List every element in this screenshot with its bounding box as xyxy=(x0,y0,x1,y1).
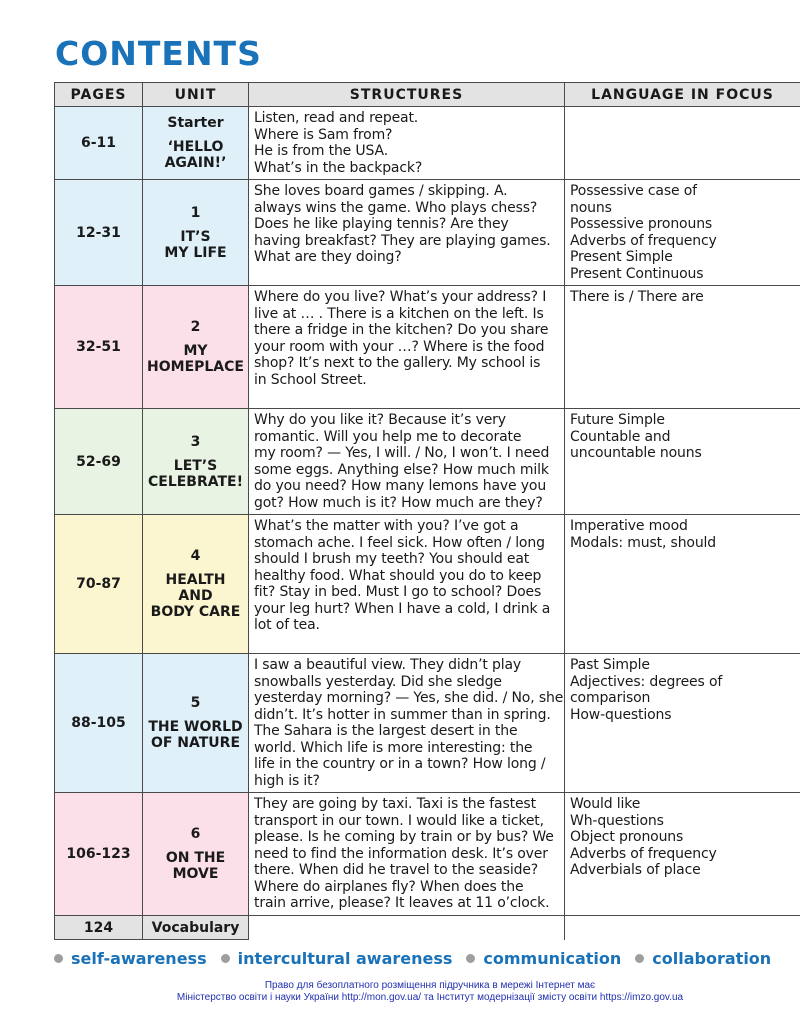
structure-line: my room? — Yes, I will. / No, I won’t. I need xyxy=(254,445,550,461)
row-structures xyxy=(249,654,565,793)
table-row xyxy=(55,409,800,515)
unit-name-line: CELEBRATE! xyxy=(147,473,244,490)
structure-line: having breakfast? They are playing games. xyxy=(254,232,551,249)
bullet-dot-icon xyxy=(466,954,475,963)
structure-line: there a fridge in the kitchen? Do you share xyxy=(254,322,549,338)
vocabulary-pages: 124 xyxy=(55,916,143,940)
table-header-row xyxy=(55,83,800,107)
structure-line: yesterday morning? — Yes, she did. / No, she xyxy=(254,690,564,706)
row-language-focus xyxy=(565,107,800,180)
structure-line: your room with your …? Where is the food xyxy=(254,338,545,355)
language-line: Present Simple xyxy=(570,249,673,265)
unit-name-line: MY xyxy=(183,343,208,359)
unit-number: 4 xyxy=(190,548,201,564)
structure-line: didn’t. It’s hotter in summer than in spring. xyxy=(254,706,551,723)
row-structures xyxy=(249,409,565,515)
unit-name-line: ‘HELLO xyxy=(167,139,224,155)
structure-line: got? How much is it? How much are they? xyxy=(254,494,543,511)
language-line: Wh-questions xyxy=(570,812,664,829)
structure-line: Where is Sam from? xyxy=(254,126,393,143)
structure-line: snowballs yesterday. Did she sledge xyxy=(254,673,502,690)
structure-line: some eggs. Anything else? How much milk xyxy=(254,461,549,478)
row-pages: 70-87 xyxy=(55,515,143,654)
unit-name-line: OF NATURE xyxy=(150,735,241,751)
language-line: Past Simple xyxy=(570,657,650,673)
row-pages: 106-123 xyxy=(55,793,143,916)
structure-line: Why do you like it? Because it’s very xyxy=(254,412,506,428)
unit-name-line: BODY CARE xyxy=(150,604,241,620)
row-structures xyxy=(249,107,565,180)
row-structures xyxy=(249,515,565,654)
structure-line: there. When did he travel to the seaside? xyxy=(254,862,539,878)
unit-name-line: THE WORLD xyxy=(148,719,243,735)
bullet-dot-icon xyxy=(221,954,230,963)
unit-name-line: HOMEPLACE xyxy=(147,359,244,375)
language-line: Countable and xyxy=(570,428,671,445)
unit-name xyxy=(143,139,248,171)
unit-name xyxy=(143,229,248,261)
language-line: Possessive case of xyxy=(570,183,697,199)
skill-item xyxy=(54,949,207,968)
structure-line: in School Street. xyxy=(254,371,367,388)
structure-line: The Sahara is the largest desert in the xyxy=(254,723,518,739)
structure-line: your leg hurt? When I have a cold, I drink a xyxy=(254,600,551,617)
skill-item xyxy=(635,949,771,968)
language-line: Possessive pronouns xyxy=(570,216,713,232)
table-row xyxy=(55,286,800,409)
language-line: Modals: must, should xyxy=(570,534,717,551)
row-language-focus xyxy=(565,286,800,409)
structure-line: What are they doing? xyxy=(254,249,402,265)
unit-number: Starter xyxy=(167,115,224,131)
row-pages: 12-31 xyxy=(55,180,143,286)
structure-line: lot of tea. xyxy=(254,617,320,633)
header-language: LANGUAGE IN FOCUS xyxy=(565,83,800,107)
unit-name xyxy=(143,850,248,882)
structure-line: What’s in the backpack? xyxy=(254,159,423,176)
unit-name-line: IT’S xyxy=(180,228,211,245)
language-line: Adjectives: degrees of xyxy=(570,673,723,690)
unit-name-line: HEALTH xyxy=(165,572,226,588)
structure-line: high is it? xyxy=(254,772,320,789)
unit-number: 2 xyxy=(190,319,201,335)
vocabulary-label: Vocabulary xyxy=(143,916,249,940)
page-title: CONTENTS xyxy=(55,34,262,73)
header-unit: UNIT xyxy=(143,83,249,107)
row-pages: 32-51 xyxy=(55,286,143,409)
skill-item xyxy=(466,949,621,968)
structure-line: should I brush my teeth? You should eat xyxy=(254,551,530,567)
structure-line: do you need? How many lemons have you xyxy=(254,478,547,494)
structure-line: Where do airplanes fly? When does the xyxy=(254,878,524,895)
unit-name-line: MOVE xyxy=(172,866,219,882)
unit-number: 1 xyxy=(190,204,201,221)
language-line: How-questions xyxy=(570,706,672,723)
row-pages: 88-105 xyxy=(55,654,143,793)
footer-copyright xyxy=(150,980,710,1004)
structure-line: She loves board games / skipping. A. xyxy=(254,183,508,199)
row-pages: 6-11 xyxy=(55,107,143,180)
structure-line: Where do you live? What’s your address? I xyxy=(254,289,547,305)
structure-line: transport in our town. I would like a ticket, xyxy=(254,812,544,829)
structure-line: What’s the matter with you? I’ve got a xyxy=(254,518,519,534)
skill-label: communication xyxy=(483,948,622,968)
table-row xyxy=(55,180,800,286)
skill-label: intercultural awareness xyxy=(237,948,453,968)
structure-line: He is from the USA. xyxy=(254,143,389,159)
unit-name-line: LET’S xyxy=(173,457,218,474)
row-unit xyxy=(143,409,249,515)
contents-table xyxy=(54,82,800,940)
row-unit xyxy=(143,180,249,286)
language-line: comparison xyxy=(570,690,651,706)
language-line: Object pronouns xyxy=(570,829,684,845)
unit-number: 6 xyxy=(190,826,201,842)
language-line: Adverbs of frequency xyxy=(570,232,717,249)
language-line: Present Continuous xyxy=(570,265,704,282)
unit-name xyxy=(143,572,248,620)
structure-line: romantic. Will you help me to decorate xyxy=(254,428,522,445)
unit-name xyxy=(143,458,248,490)
structure-line: fit? Stay in bed. Must I go to school? Does xyxy=(254,584,542,600)
language-line: There is / There are xyxy=(570,289,704,305)
language-line: uncountable nouns xyxy=(570,445,702,461)
structure-line: train arrive, please? It leaves at 11 o’clock. xyxy=(254,895,550,911)
structure-line: stomach ache. I feel sick. How often / long xyxy=(254,534,545,551)
structure-line: live at … . There is a kitchen on the left. Is xyxy=(254,305,544,322)
row-unit xyxy=(143,654,249,793)
structure-line: They are going by taxi. Taxi is the fastest xyxy=(254,796,536,812)
row-language-focus xyxy=(565,409,800,515)
row-structures xyxy=(249,286,565,409)
header-structures: STRUCTURES xyxy=(249,83,565,107)
structure-line: need to find the information desk. It’s over xyxy=(254,845,548,862)
language-line: Would like xyxy=(570,796,641,812)
row-language-focus xyxy=(565,654,800,793)
row-unit xyxy=(143,515,249,654)
footer-line: Право для безоплатного розміщення підручника в мережі Інтернет має xyxy=(264,980,596,991)
footer-line: Міністерство освіти і науки України http://mon.gov.ua/ та Інститут модернізації змісту освіти https://imzo.gov.ua xyxy=(176,992,684,1003)
language-line: Imperative mood xyxy=(570,518,688,534)
language-line: nouns xyxy=(570,199,612,216)
skill-item xyxy=(221,949,453,968)
structure-line: shop? It’s next to the gallery. My school is xyxy=(254,355,541,371)
vocabulary-row xyxy=(55,916,800,940)
structure-line: Listen, read and repeat. xyxy=(254,110,419,126)
language-line: Future Simple xyxy=(570,412,665,428)
row-language-focus xyxy=(565,515,800,654)
row-structures xyxy=(249,793,565,916)
unit-name xyxy=(143,343,248,375)
table-row xyxy=(55,107,800,180)
bullet-dot-icon xyxy=(635,954,644,963)
structure-line: life in the country or in a town? How long / xyxy=(254,756,546,772)
unit-name-line: AGAIN!’ xyxy=(164,155,227,171)
structure-line: always wins the game. Who plays chess? xyxy=(254,199,538,216)
structure-line: healthy food. What should you do to keep xyxy=(254,567,542,584)
unit-name-line: ON THE xyxy=(165,850,226,866)
structure-line: world. Which life is more interesting: the xyxy=(254,739,533,756)
table-row xyxy=(55,793,800,916)
unit-number: 3 xyxy=(190,433,201,450)
skills-bar xyxy=(54,948,785,968)
bullet-dot-icon xyxy=(54,954,63,963)
structure-line: I saw a beautiful view. They didn’t play xyxy=(254,657,522,673)
unit-name-line: MY LIFE xyxy=(164,244,227,261)
skill-label: collaboration xyxy=(652,948,772,968)
language-line: Adverbs of frequency xyxy=(570,845,717,862)
row-unit xyxy=(143,286,249,409)
row-pages: 52-69 xyxy=(55,409,143,515)
row-unit xyxy=(143,107,249,180)
table-row xyxy=(55,515,800,654)
structure-line: Does he like playing tennis? Are they xyxy=(254,216,509,232)
row-language-focus xyxy=(565,793,800,916)
row-language-focus xyxy=(565,180,800,286)
table-row xyxy=(55,654,800,793)
skill-label: self-awareness xyxy=(71,948,207,968)
unit-number: 5 xyxy=(190,695,201,711)
language-line: Adverbials of place xyxy=(570,862,701,878)
row-unit xyxy=(143,793,249,916)
unit-name xyxy=(143,719,248,751)
unit-name-line: AND xyxy=(178,588,213,604)
structure-line: please. Is he coming by train or by bus? We xyxy=(254,829,554,845)
row-structures xyxy=(249,180,565,286)
header-pages: PAGES xyxy=(55,83,143,107)
